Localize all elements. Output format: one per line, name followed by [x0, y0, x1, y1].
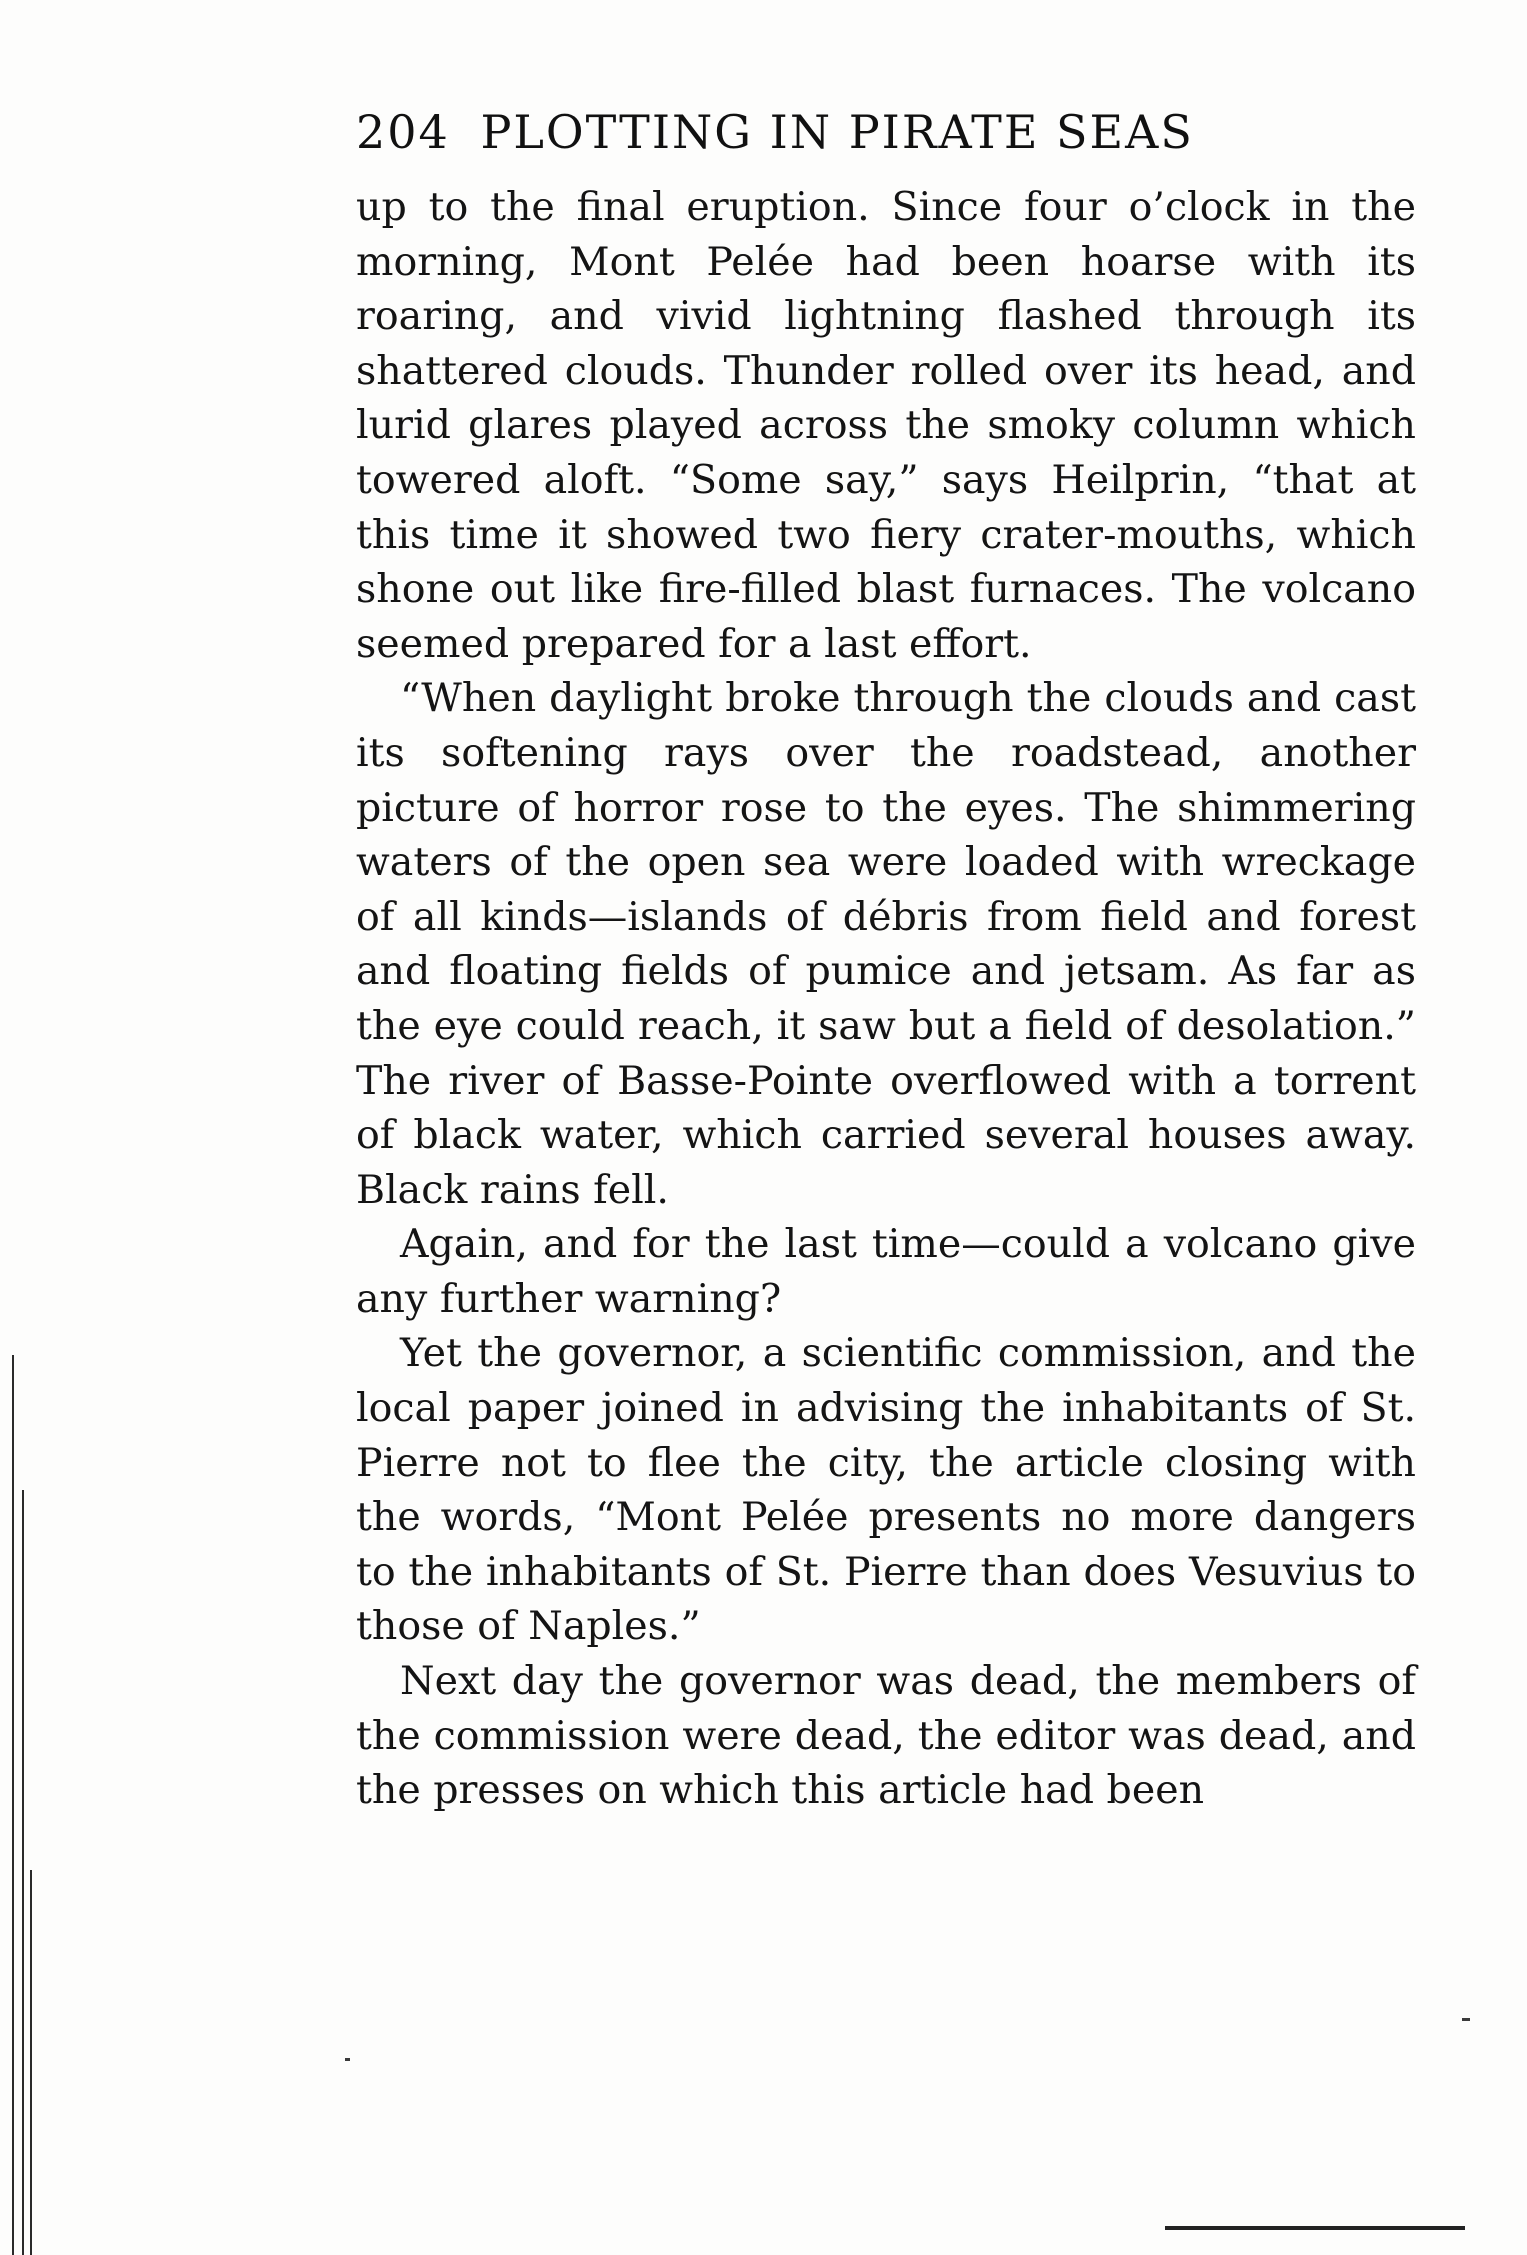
body-text [356, 180, 1416, 1818]
running-title: PLOTTING IN PIRATE SEAS [480, 105, 1194, 159]
scan-speck [1462, 2018, 1470, 2021]
binding-edge-line [22, 1490, 24, 2255]
paragraph-warning: Again, and for the last time—could a volcano give any further warning? [356, 1221, 1416, 1322]
binding-edge-line [30, 1870, 32, 2255]
paragraph-daylight: “When daylight broke through the clouds and cast its softening rays over the roadstead, another picture of horror rose to the eyes. The shimmering waters of the open sea were loaded with wreckage of all kinds—islands of débris from field and forest and floating fields of pumice and jetsam. As far as the eye could reach, it saw but a field of desolation.” The river of Basse-Pointe overflowed with a torrent of black water, which carried several houses away. Black rains fell. [356, 675, 1416, 1213]
scan-rule-fragment [1165, 2226, 1465, 2230]
scan-speck [345, 2058, 350, 2061]
paragraph-continued: up to the final eruption. Since four o’clock in the morning, Mont Pelée had been hoarse with its roaring, and vivid lightning flashed through its shattered clouds. Thunder rolled over its head, and lurid glares played across the smoky column which towered aloft. “Some say,” says Heilprin, “that at this time it showed two fiery crater-mouths, which shone out like fire-filled blast furnaces. The volcano seemed prepared for a last effort. [356, 184, 1416, 667]
paragraph-next-day: Next day the governor was dead, the members of the commission were dead, the editor was dead, and the presses on which this article had been [356, 1658, 1416, 1814]
paragraph-governor: Yet the governor, a scientific commission, and the local paper joined in advising the inhabitants of St. Pierre not to flee the city, the article closing with the words, “Mont Pelée presents no more dangers to the inhabitants of St. Pierre than does Vesuvius to those of Naples.” [356, 1330, 1416, 1650]
running-header [356, 105, 1356, 165]
page-number: 204 [356, 105, 450, 159]
binding-edge-line [12, 1355, 14, 2255]
